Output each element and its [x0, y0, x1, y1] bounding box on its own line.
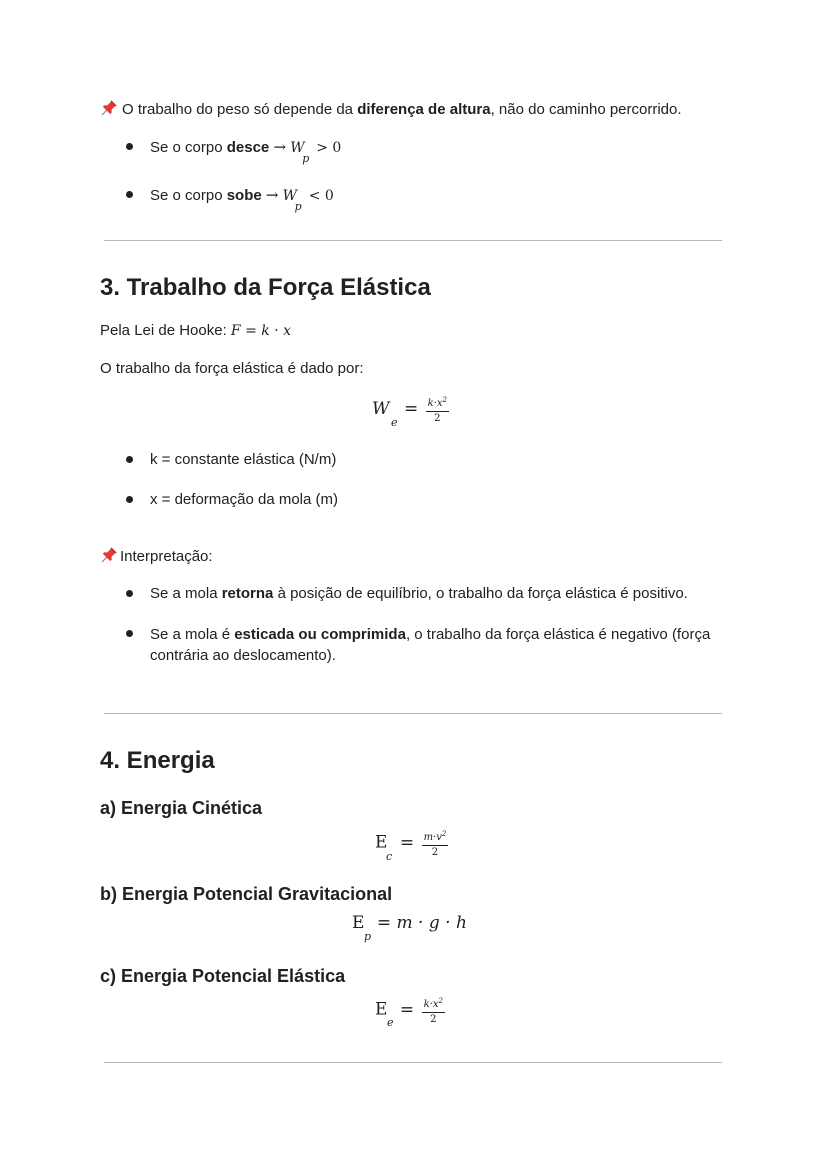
- section4-title: 4. Energia: [100, 747, 215, 774]
- divider: [104, 240, 722, 241]
- definition-k: k = constante elástica (N/m): [150, 451, 337, 468]
- pushpin-icon: [100, 99, 118, 117]
- bullet-dot: [126, 590, 133, 597]
- list-item-desce: Se o corpo desce → W p > 0: [150, 138, 342, 165]
- kinetic-energy-formula: E c = $\frac{m\cdot v^2}{2}$: [375, 830, 447, 863]
- hooke-formula: F = k · x: [230, 323, 291, 339]
- interpretation-item-negative: Se a mola é esticada ou comprimida, o trabalho da força elástica é negativo (força contrária ao deslocamento).: [150, 626, 711, 664]
- inline-formula-wp-negative: W p < 0: [282, 188, 334, 213]
- bullet-dot: [126, 191, 133, 198]
- inline-formula-wp-positive: W p > 0: [290, 140, 342, 165]
- elastic-work-formula: W e = $\frac{k\cdot x^2}{2}$: [372, 396, 447, 429]
- bullet-dot: [126, 456, 133, 463]
- intro-paragraph: O trabalho do peso só depende da diferença de altura, não do caminho percorrido.: [100, 99, 682, 120]
- elastic-energy-heading: c) Energia Potencial Elástica: [100, 966, 346, 986]
- bullet-dot: [126, 143, 133, 150]
- bullet-dot: [126, 630, 133, 637]
- definition-x: x = deformação da mola (m): [150, 491, 338, 508]
- pushpin-icon: [100, 546, 118, 564]
- elastic-energy-formula: E e = $\frac{k\cdot x^2}{2}$: [375, 997, 443, 1029]
- gravitational-energy-heading: b) Energia Potencial Gravitacional: [100, 884, 393, 904]
- section3-title: 3. Trabalho da Força Elástica: [100, 274, 431, 301]
- hooke-law-line: Pela Lei de Hooke: F = k · x: [100, 322, 291, 339]
- gravitational-energy-formula: E p = m · g · h: [352, 913, 467, 943]
- list-item-sobe: Se o corpo sobe → W p < 0: [150, 186, 334, 213]
- bullet-dot: [126, 496, 133, 503]
- work-intro-line: O trabalho da força elástica é dado por:: [100, 360, 364, 377]
- divider: [104, 713, 722, 714]
- interpretation-item-positive: Se a mola retorna à posição de equilíbrio, o trabalho da força elástica é positivo.: [150, 585, 688, 602]
- interpretation-label: Interpretação:: [100, 546, 213, 567]
- kinetic-energy-heading: a) Energia Cinética: [100, 798, 263, 818]
- intro-bold-text: diferença de altura: [357, 101, 491, 118]
- divider: [104, 1062, 722, 1063]
